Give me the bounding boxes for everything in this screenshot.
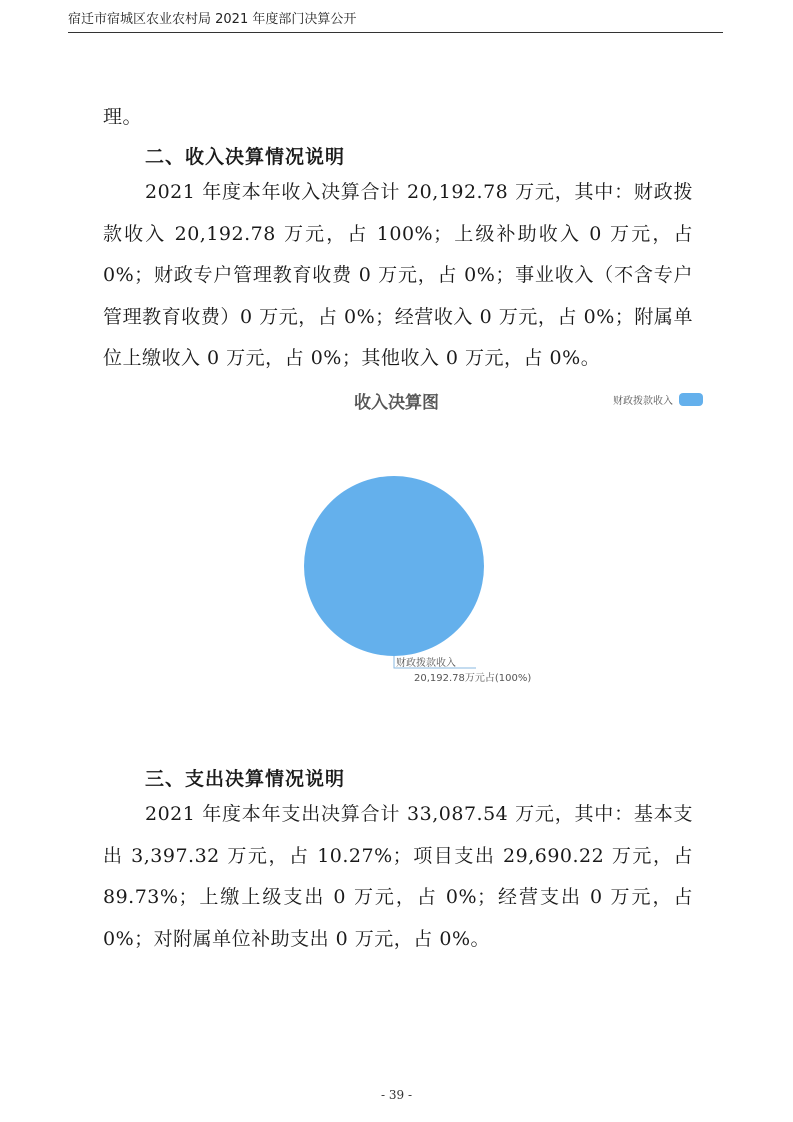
expense-section-heading: 三、支出决算情况说明: [145, 768, 346, 790]
expense-paragraph: [103, 794, 693, 960]
continued-text: 理。: [103, 106, 143, 128]
chart-title: 收入决算图: [354, 393, 439, 413]
data-label-value: 20,192.78万元占(100%): [414, 673, 532, 684]
income-section-heading: 二、收入决算情况说明: [145, 146, 346, 168]
legend-label: 财政拨款收入: [613, 396, 673, 407]
income-paragraph-text: 2021 年度本年收入决算合计 20,192.78 万元，其中：财政拨款收入 20,192.78 万元，占 100%；上级补助收入 0 万元，占 0%；财政专户管理教育收费 0 万元，占 0%；事业收入（不含专户管理教育收费）0 万元，占 0%；经营收入 0 万元，占 0%；附属单位上缴收入 0 万元，占 0%；其他收入 0 万元，占 0%。: [103, 181, 693, 369]
page-number: - 39 -: [380, 1088, 412, 1102]
data-label-name: 财政拨款收入: [396, 658, 456, 669]
header-title: 宿迁市宿城区农业农村局 2021 年度部门决算公开: [68, 12, 357, 27]
expense-paragraph-text: 2021 年度本年支出决算合计 33,087.54 万元，其中：基本支出 3,397.32 万元，占 10.27%；项目支出 29,690.22 万元，占 89.73%；上缴上级支出 0 万元，占 0%；经营支出 0 万元，占 0%；对附属单位补助支出 0 万元，占 0%。: [103, 803, 693, 950]
pie-slice-0: [304, 476, 484, 656]
